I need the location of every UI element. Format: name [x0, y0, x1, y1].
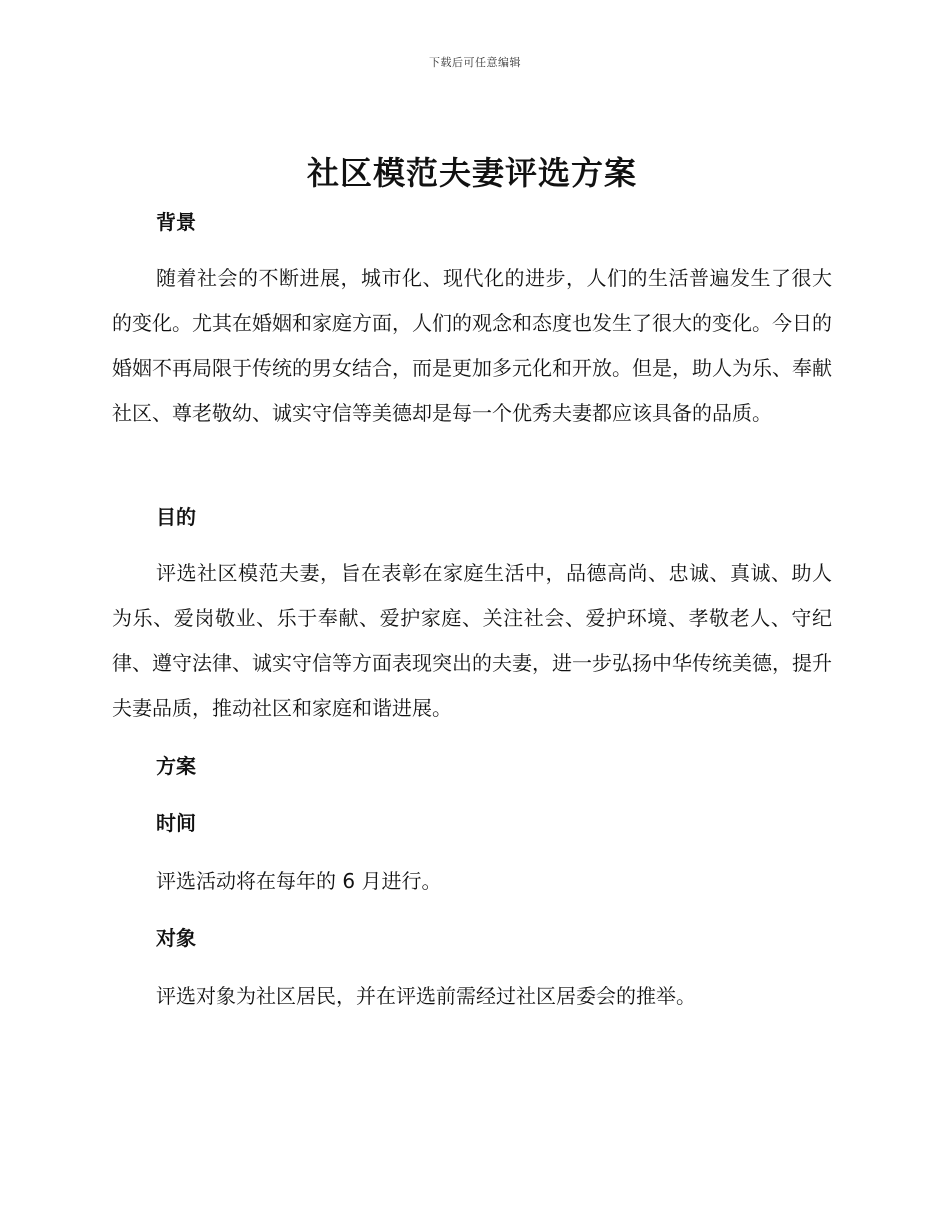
document-title: 社区模范夫妻评选方案	[306, 154, 637, 192]
heading-plan: 方案	[156, 754, 196, 778]
paragraph-background: 随着社会的不断进展，城市化、现代化的进步，人们的生活普遍发生了很大的变化。尤其在婚姻和家庭方面，人们的观念和态度也发生了很大的变化。今日的婚姻不再局限于传统的男女结合，而是更加多元化和开放。但是，助人为乐、奉献社区、尊老敬幼、诚实守信等美德却是每一个优秀夫妻都应该具备的品质。	[112, 266, 832, 425]
paragraph-time: 评选活动将在每年的 6 月进行。	[156, 869, 442, 893]
heading-target: 对象	[156, 926, 196, 950]
paragraph-target: 评选对象为社区居民，并在评选前需经过社区居委会的推举。	[156, 984, 696, 1008]
heading-time: 时间	[156, 811, 196, 835]
heading-background: 背景	[156, 210, 196, 234]
paragraph-purpose: 评选社区模范夫妻，旨在表彰在家庭生活中，品德高尚、忠诚、真诚、助人为乐、爱岗敬业、乐于奉献、爱护家庭、关注社会、爱护环境、孝敬老人、守纪律、遵守法律、诚实守信等方面表现突出的夫妻，进一步弘扬中华传统美德，提升夫妻品质，推动社区和家庭和谐进展。	[112, 561, 832, 720]
header-note: 下载后可任意编辑	[429, 56, 521, 69]
heading-purpose: 目的	[156, 505, 196, 529]
